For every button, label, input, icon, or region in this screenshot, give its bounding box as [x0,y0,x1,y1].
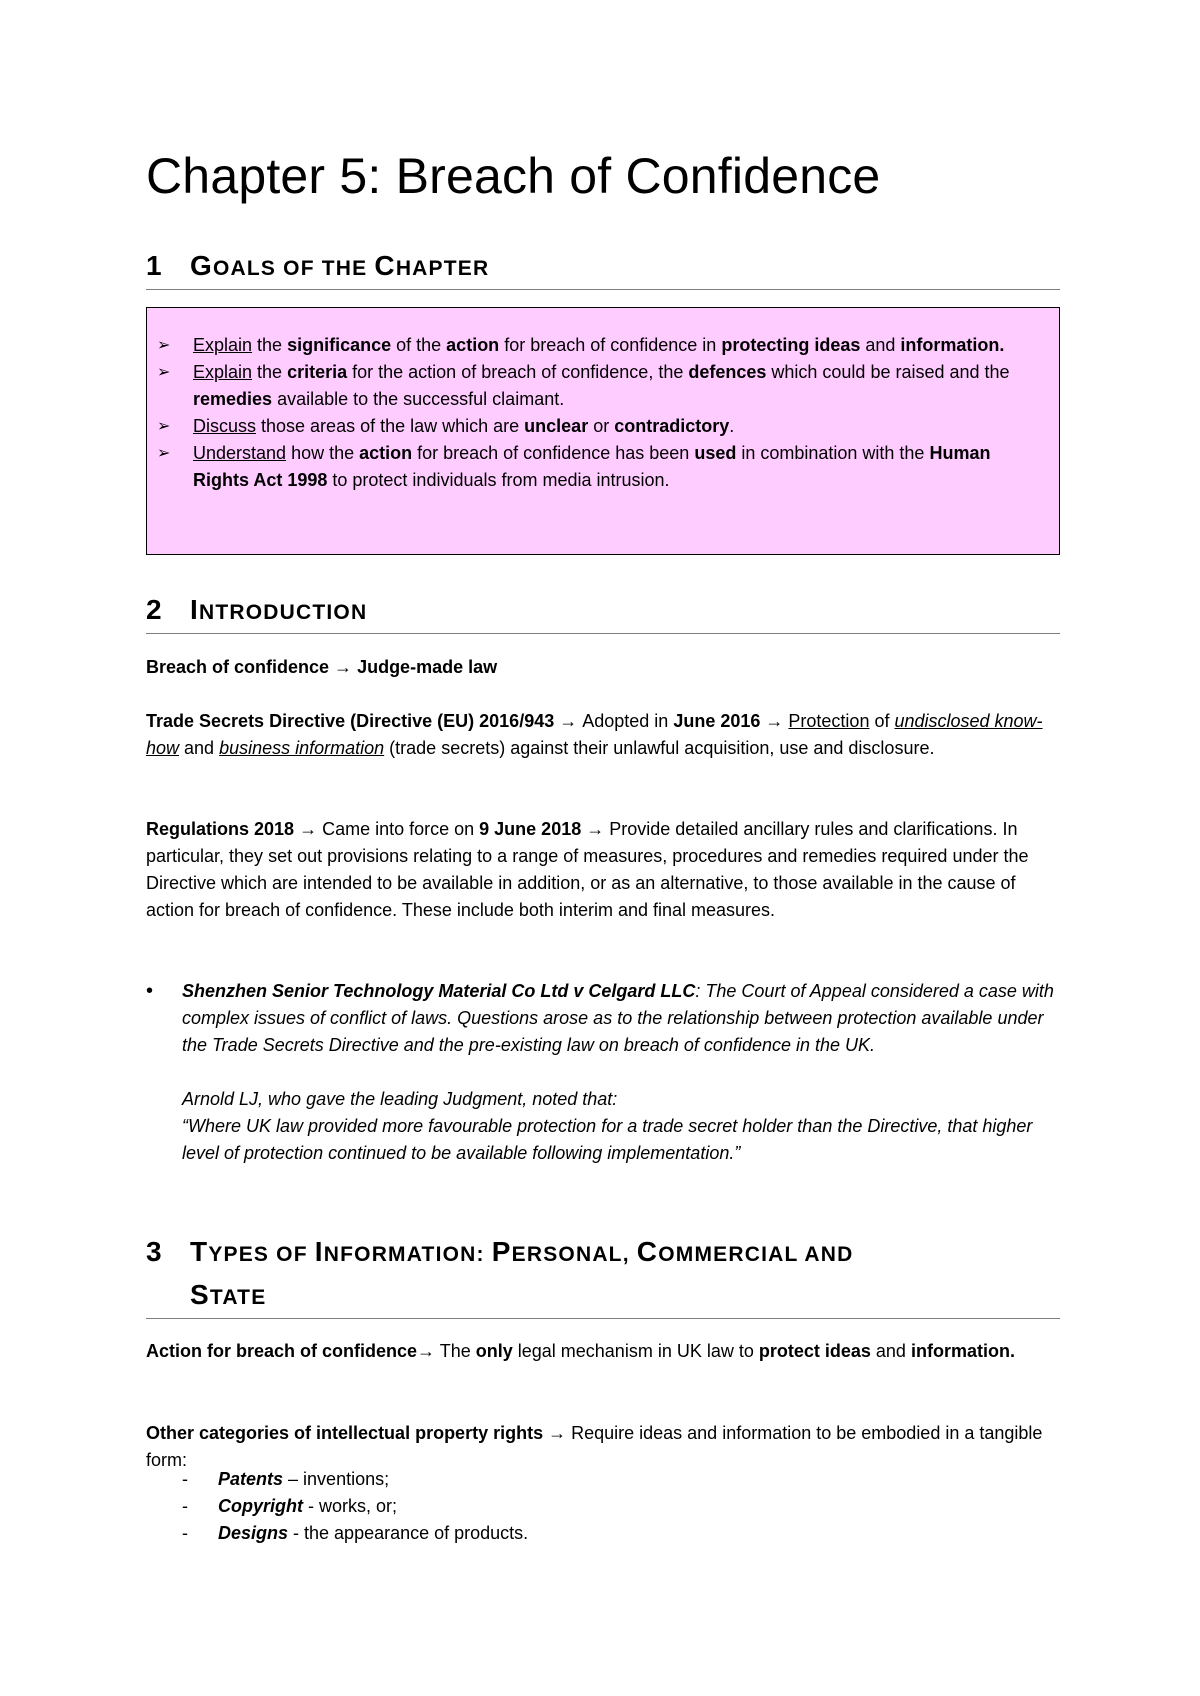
term: Action for breach of confidence [146,1341,418,1361]
heading-smallcaps: HAPTER [395,257,490,280]
goal-emphasis: Human Rights Act 1998 [193,443,991,490]
goal-text: the [252,362,288,382]
term: Regulations 2018 [146,819,295,839]
page-title: Chapter 5: Breach of Confidence [146,148,881,204]
term: only [475,1341,513,1361]
spacer [182,1059,1060,1086]
text: (trade secrets) against their unlawful acquisition, use and disclosure. [384,738,935,758]
goal-text: for the action of breach of confidence, the [347,362,689,382]
goal-emphasis: significance [287,335,392,355]
list-desc: - works, or; [303,1496,398,1516]
dash-bullet: - [182,1496,188,1516]
term: Judge-made law [357,657,498,677]
arrow: → [554,711,583,731]
case-summary: The Court of Appeal considered a case with complex issues of conflict of laws. Questions arose as to the relationship between protection available under the Trade Secrets Directive and the pre-existing law on breach of confidence in the UK. [182,981,1054,1055]
term: Trade Secrets Directive (Directive (EU) 2016/943 [146,711,555,731]
heading-initial: I [314,1236,324,1267]
section-number: 2 [146,594,163,625]
goals-list [147,308,1059,494]
text: and [870,1341,911,1361]
heading-smallcaps: ERSONAL, [511,1243,637,1266]
heading-initial: P [491,1236,512,1267]
heading-smallcaps: OALS OF THE [212,257,375,280]
heading-initial: T [190,1236,209,1267]
goal-text: the [252,335,288,355]
text: Came into force on [322,819,480,839]
list-term: Copyright [218,1496,303,1516]
judge-note: Arnold LJ, who gave the leading Judgment, noted that: [182,1089,618,1109]
section-heading-introduction [146,590,1060,634]
heading-smallcaps: YPES OF [208,1243,315,1266]
goal-text: or [588,416,615,436]
goal-text: how the [286,443,360,463]
goal-text: of the [391,335,447,355]
goal-item [147,332,1043,359]
quote: “Where UK law provided more favourable protection for a trade secret holder than the Directive, that higher level of protection continued to be available following implementation.” [182,1116,1033,1163]
arrow-bullet-icon: ➢ [157,445,171,462]
goal-verb: Explain [193,335,253,355]
section-heading-goals [146,246,1060,290]
underlined-italic-text: business information [219,738,385,758]
list-term: Patents [218,1469,284,1489]
section-number: 1 [146,250,163,281]
text: → The [417,1341,476,1361]
goal-item [147,413,1043,440]
goal-emphasis: used [694,443,737,463]
text: : [695,981,706,1001]
goal-verb: Discuss [193,416,257,436]
term: Other categories of intellectual property rights [146,1423,544,1443]
text: of [869,711,895,731]
goal-emphasis: contradictory [614,416,730,436]
goal-text: those areas of the law which are [256,416,525,436]
arrow-bullet-icon: ➢ [157,418,171,435]
heading-initial: S [190,1279,210,1310]
text: and [179,738,220,758]
list-item [146,1520,1060,1547]
text: legal mechanism in UK law to [512,1341,759,1361]
term: June 2016 [673,711,761,731]
goal-text: and [860,335,901,355]
term: protect ideas [758,1341,871,1361]
intro-paragraph-1 [146,654,1060,681]
goal-text: . [729,416,735,436]
heading-smallcaps: OMMERCIAL AND [658,1243,854,1266]
arrow: → [760,711,789,731]
arrow-bullet-icon: ➢ [157,337,171,354]
arrow: → [581,819,610,839]
underlined-text: Protection [788,711,870,731]
types-paragraph-1 [146,1338,1060,1365]
list-item [146,1493,1060,1520]
case-note [146,978,1060,1167]
goal-verb: Understand [193,443,287,463]
list-term: Designs [218,1523,289,1543]
term: information [910,1341,1010,1361]
goal-text: available to the successful claimant. [272,389,565,409]
goal-emphasis: action [446,335,500,355]
goal-text: to protect individuals from media intrusion. [327,470,670,490]
heading-initial: C [374,250,396,281]
list-desc: - the appearance of products. [288,1523,529,1543]
goal-item [147,440,1043,494]
text: . [1009,1341,1015,1361]
goal-emphasis: information. [900,335,1005,355]
intro-paragraph-2 [146,708,1060,762]
intro-paragraph-3 [146,816,1060,924]
heading-smallcaps: TATE [209,1286,267,1309]
heading-smallcaps: NFORMATION: [323,1243,492,1266]
heading-initial: G [190,250,213,281]
underlined-italic-text: undisclosed know-how [146,711,1043,758]
text: Provide detailed ancillary rules and clarifications. In particular, they set out provisions relating to a range of measures, procedures and remedies required under the Directive which are intended to be available in addition, or as an alternative, to those available in the cause of action for breach of confidence. These include both interim and final measures. [146,819,1029,920]
goal-text: for breach of confidence has been [412,443,695,463]
goal-emphasis: criteria [287,362,348,382]
goal-text: in combination with the [736,443,930,463]
arrow-bullet-icon: ➢ [157,364,171,381]
dash-bullet: - [182,1469,188,1489]
section-heading-types-of-information [146,1232,1060,1319]
term: Breach of confidence [146,657,330,677]
ip-rights-list [146,1466,1060,1547]
goal-item [147,359,1043,413]
list-desc: – inventions; [283,1469,390,1489]
goals-box [146,307,1060,555]
goal-emphasis: defences [688,362,767,382]
goal-emphasis: remedies [193,389,273,409]
goal-emphasis: action [359,443,413,463]
heading-smallcaps: NTRODUCTION [198,601,368,624]
goal-text: for breach of confidence in [499,335,722,355]
text: Adopted in [582,711,674,731]
goal-emphasis: unclear [524,416,589,436]
case-name: Shenzhen Senior Technology Material Co Ltd v Celgard LLC [182,981,696,1001]
heading-line-2 [146,1275,1060,1318]
goal-emphasis: protecting ideas [721,335,861,355]
text: → Require ideas and information to be embodied in a tangible form: [146,1423,1043,1470]
arrow: → [294,819,323,839]
list-item [146,1466,1060,1493]
term: 9 June 2018 [479,819,582,839]
heading-initial: C [636,1236,659,1267]
bullet-icon: • [146,980,154,1002]
case-text [146,978,1060,1167]
goal-text: which could be raised and the [766,362,1010,382]
heading-initial: I [190,594,199,625]
arrow: → [329,657,358,677]
section-number: 3 [146,1236,163,1267]
goal-verb: Explain [193,362,253,382]
dash-bullet: - [182,1523,188,1543]
